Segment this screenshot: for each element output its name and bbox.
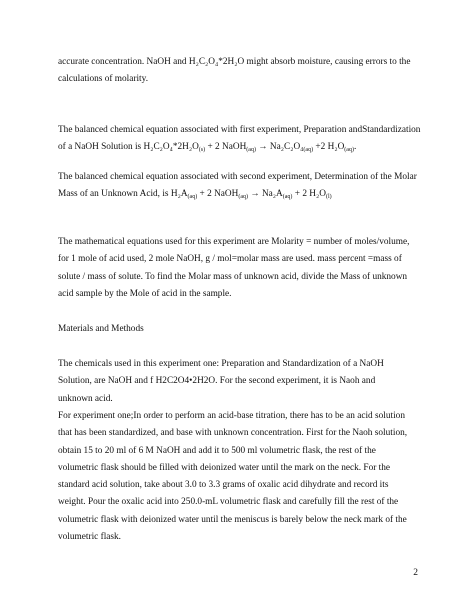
- text-line: Mass of an Unknown Acid, is: [58, 189, 169, 200]
- paragraph-equation-1: [58, 122, 421, 157]
- text-line: standard acid solution, take about 3.0 to 3.3 grams of oxalic acid dihydrate and record its: [58, 480, 389, 491]
- page-number: 2: [413, 568, 418, 578]
- heading-materials-methods: Materials and Methods: [58, 324, 144, 334]
- section-heading: [58, 321, 418, 338]
- text-line: of a NaOH Solution is: [58, 142, 142, 153]
- text-line: weight. Pour the oxalic acid into 250.0-mL volumetric flask and carefully fill the rest of the: [58, 497, 399, 508]
- eq1-end: .: [353, 142, 357, 153]
- eq1-state: (aq): [303, 147, 314, 154]
- text-line: for 1 mole of acid used, 2 mole NaOH, g / mol=molar mass are used. mass percent =mass of: [58, 254, 402, 265]
- eq1-reactant-1: H₂C₂O₄*2H₂O: [143, 142, 199, 153]
- eq1-state: (aq): [344, 147, 354, 154]
- text-line: obtain 15 to 20 ml of 6 M NaOH and add it to 500 ml volumetric flask, the rest of the: [58, 445, 376, 456]
- text-line: The balanced chemical equation associated with second experiment, Determination of the Molar: [58, 172, 417, 182]
- text-line: accurate concentration. NaOH and H₂C₂O₄*2H₂O might absorb moisture, causing errors to the: [58, 57, 411, 67]
- eq2-product-1: Na₂A: [261, 189, 283, 200]
- text-line: unknown acid.: [58, 393, 113, 404]
- eq2-product-2: + 2 H₂O: [294, 189, 326, 200]
- eq2-state: (aq): [282, 194, 293, 201]
- eq1-state: (s): [198, 147, 206, 154]
- eq2-state: (l): [325, 194, 332, 201]
- paragraph-chemicals: [58, 356, 418, 408]
- paragraph-moisture: [58, 54, 418, 89]
- text-line: The balanced chemical equation associated with first experiment, Preparation andStandardization: [58, 125, 421, 135]
- paragraph-equation-2: [58, 169, 418, 204]
- text-line: calculations of molarity.: [58, 74, 149, 85]
- text-line: volumetric flask with deionized water until the meniscus is barely below the neck mark of the: [58, 514, 407, 525]
- text-line: Solution, are NaOH and f H2C2O4•2H2O. For the second experiment, it is Naoh and: [58, 376, 376, 387]
- eq2-reactant-2: + 2 NaOH: [199, 189, 239, 200]
- eq1-product-1: Na₂C₂O₄: [269, 142, 304, 153]
- equation-line-2: [58, 186, 418, 203]
- text-line: For experiment one;In order to perform an acid-base titration, there has to be an acid solution: [58, 411, 405, 421]
- eq2-state: (aq): [238, 194, 249, 201]
- eq1-reactant-2: + 2 NaOH: [207, 142, 247, 153]
- reaction-arrow: →: [250, 189, 260, 200]
- eq2-reactant-1: H₂A: [170, 189, 188, 200]
- text-line: solute / mass of solute. To find the Molar mass of unknown acid, divide the Mass of unknown: [58, 271, 408, 282]
- text-line: The mathematical equations used for this experiment are Molarity = number of moles/volume,: [58, 237, 410, 247]
- eq1-state: (aq): [246, 147, 256, 154]
- equation-line-1: [58, 139, 418, 156]
- reaction-arrow: →: [258, 142, 268, 153]
- text-line: acid sample by the Mole of acid in the sample.: [58, 288, 232, 299]
- text-line: that has been standardized, and base with unknown concentration. First for the Naoh solution,: [58, 428, 408, 439]
- text-line: volumetric flask.: [58, 532, 121, 543]
- paragraph-math-equations: [58, 234, 418, 303]
- text-line: The chemicals used in this experiment one: Preparation and Standardization of a NaOH: [58, 359, 384, 369]
- paragraph-procedure: [58, 408, 418, 546]
- eq2-state: (aq): [187, 194, 198, 201]
- eq1-product-2: +2 H₂O: [315, 142, 345, 153]
- text-line: volumetric flask should be filled with deionized water until the mark on the neck. For the: [58, 462, 391, 473]
